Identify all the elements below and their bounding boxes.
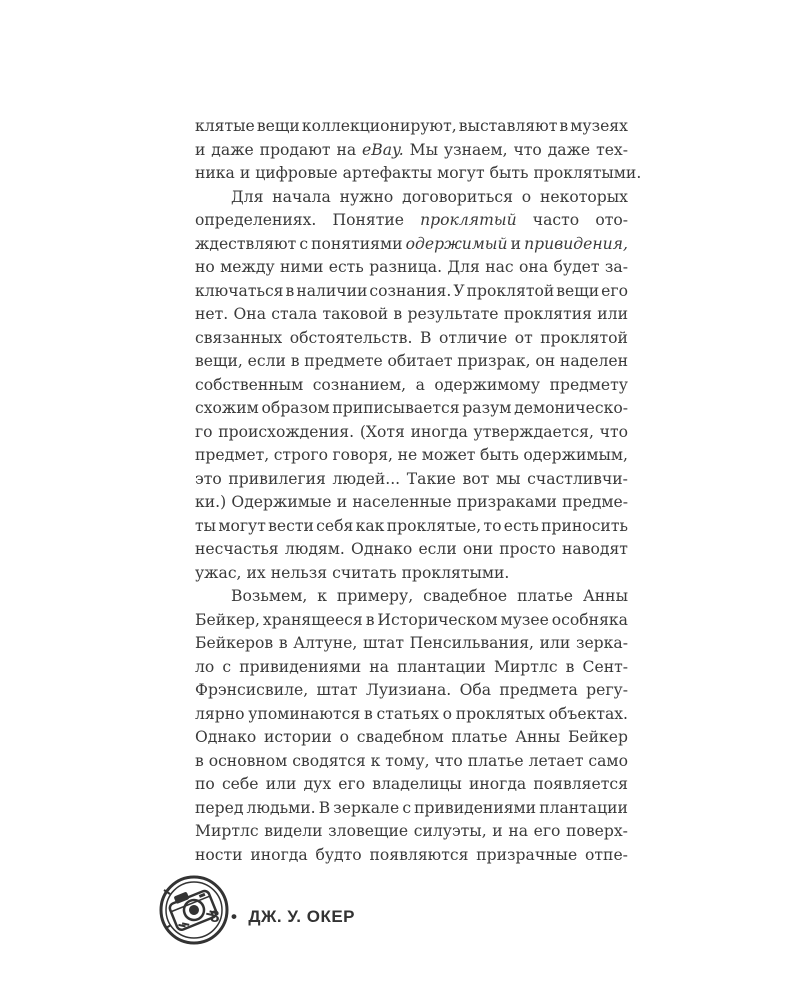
word: выставляют bbox=[458, 117, 558, 135]
word: ло bbox=[195, 657, 215, 676]
word: как bbox=[355, 516, 385, 535]
word: что bbox=[513, 140, 542, 159]
word: появляется bbox=[533, 775, 628, 793]
word: музее bbox=[500, 610, 549, 629]
word: будто bbox=[315, 845, 362, 864]
word: Она bbox=[233, 305, 266, 323]
word: могут bbox=[437, 164, 485, 182]
text-line bbox=[195, 844, 628, 868]
word: от bbox=[514, 328, 533, 347]
word: артефакты bbox=[342, 164, 433, 182]
word: если bbox=[418, 540, 457, 558]
word: перед bbox=[195, 798, 244, 817]
word: они bbox=[462, 540, 494, 558]
word: Для bbox=[231, 187, 264, 206]
text-line bbox=[195, 515, 628, 539]
word: проклятыми. bbox=[401, 563, 510, 582]
word: есть bbox=[503, 516, 539, 535]
word: людям. bbox=[284, 540, 345, 558]
word: видели bbox=[264, 822, 323, 840]
word: музеях bbox=[570, 117, 628, 135]
word: то bbox=[483, 516, 502, 535]
word: проклятой bbox=[540, 328, 628, 347]
word: себе bbox=[221, 775, 259, 793]
word: но bbox=[195, 258, 215, 276]
word: Анны bbox=[515, 728, 561, 746]
word: за- bbox=[604, 258, 628, 276]
word: Миртлс bbox=[493, 657, 558, 676]
word: Пенсильвания, bbox=[409, 634, 535, 652]
word: зловещие bbox=[328, 822, 409, 840]
word: демоническо- bbox=[514, 399, 628, 417]
word: нельзя bbox=[270, 563, 328, 582]
word: ты bbox=[195, 516, 217, 535]
word: предме- bbox=[562, 493, 628, 511]
word: плантации bbox=[539, 798, 628, 817]
word: ника bbox=[195, 164, 235, 182]
word: вести bbox=[268, 516, 314, 535]
word: наличии bbox=[296, 281, 368, 300]
word: привидениями bbox=[414, 798, 537, 817]
word: она bbox=[519, 258, 549, 276]
page-footer bbox=[158, 870, 418, 950]
word: отличие bbox=[438, 328, 508, 347]
word: тому, bbox=[385, 751, 430, 770]
word: дух bbox=[303, 775, 332, 793]
word: цифровые bbox=[255, 164, 338, 182]
word: быть bbox=[489, 164, 529, 182]
word: часто bbox=[532, 211, 580, 229]
word: и bbox=[510, 234, 521, 253]
word: ки.) bbox=[195, 493, 227, 511]
word: может bbox=[421, 446, 476, 464]
word: в bbox=[278, 634, 288, 652]
text-line bbox=[195, 374, 628, 398]
text-line bbox=[195, 256, 628, 280]
text-line bbox=[195, 233, 628, 257]
word: результате bbox=[407, 305, 499, 323]
word: в bbox=[290, 352, 300, 370]
word: на bbox=[336, 140, 357, 159]
word: счастливчи- bbox=[527, 469, 628, 488]
word: примеру, bbox=[336, 587, 414, 605]
word: иногда bbox=[410, 422, 468, 441]
word: одержимым, bbox=[523, 446, 628, 464]
word: платье bbox=[517, 587, 574, 605]
word: приписывается bbox=[332, 399, 460, 417]
word: коллекционируют, bbox=[301, 117, 457, 135]
word: хранящееся bbox=[262, 610, 363, 629]
word: наводят bbox=[561, 540, 628, 558]
word: между bbox=[220, 258, 275, 276]
word: даже bbox=[211, 140, 254, 159]
word: если bbox=[247, 352, 286, 370]
word: привилегия bbox=[228, 469, 326, 488]
word: Понятие bbox=[332, 211, 404, 229]
word: отпе- bbox=[585, 845, 628, 864]
word: договориться bbox=[402, 187, 513, 206]
page-number: 8 bbox=[210, 907, 220, 926]
word: в bbox=[363, 704, 373, 723]
word: появляются bbox=[369, 845, 469, 864]
word: предмету bbox=[549, 375, 628, 394]
word: ности bbox=[195, 845, 243, 864]
text-line bbox=[195, 162, 642, 186]
word: стала bbox=[271, 305, 318, 323]
word: Однако bbox=[195, 728, 257, 746]
word: образом bbox=[261, 399, 330, 417]
word: или bbox=[539, 634, 571, 652]
word: В bbox=[318, 798, 331, 817]
word: сознания. bbox=[369, 281, 452, 300]
text-line bbox=[195, 350, 628, 374]
word: проклятыми. bbox=[533, 164, 642, 182]
word: наделен bbox=[559, 352, 628, 370]
word: платье bbox=[451, 728, 508, 746]
word: приносить bbox=[541, 516, 628, 535]
word: проклятых bbox=[455, 704, 545, 723]
word: могут bbox=[218, 516, 266, 535]
word: свадебном bbox=[356, 728, 444, 746]
text-line bbox=[195, 726, 628, 750]
word: клятые bbox=[195, 117, 255, 135]
text-line bbox=[195, 444, 628, 468]
word: силуэты, bbox=[413, 822, 487, 840]
word: Одержимые bbox=[231, 493, 332, 511]
word: призрак, bbox=[457, 352, 531, 370]
folio-separator: • bbox=[230, 907, 238, 926]
word: В bbox=[419, 328, 432, 347]
text-line bbox=[195, 115, 628, 139]
text-line bbox=[195, 656, 628, 680]
word: вот bbox=[462, 469, 490, 488]
word: о bbox=[442, 704, 453, 723]
word: в bbox=[559, 117, 569, 135]
word: о bbox=[521, 187, 532, 206]
word: некоторых bbox=[540, 187, 628, 206]
word: Сент- bbox=[582, 657, 628, 676]
text-line bbox=[195, 280, 628, 304]
word: о bbox=[339, 728, 350, 746]
word: людей... bbox=[332, 469, 401, 488]
word: лярно bbox=[195, 704, 245, 723]
word: летает bbox=[528, 751, 584, 770]
folio bbox=[210, 907, 355, 927]
text-line bbox=[195, 397, 628, 421]
word: и bbox=[239, 164, 251, 182]
word: что bbox=[599, 422, 628, 441]
text-line bbox=[195, 585, 628, 609]
word: Мы bbox=[409, 140, 438, 159]
word: утверждается, bbox=[473, 422, 594, 441]
text-line bbox=[195, 562, 628, 586]
word: это bbox=[195, 469, 222, 488]
word: вещи bbox=[256, 117, 300, 135]
word: быть bbox=[479, 446, 519, 464]
word: разум bbox=[462, 399, 512, 417]
word: особняка bbox=[551, 610, 628, 629]
word: или bbox=[597, 305, 628, 323]
word: само bbox=[588, 751, 628, 770]
word: проклятые, bbox=[386, 516, 482, 535]
word: в bbox=[285, 281, 295, 300]
word: Оба bbox=[459, 681, 492, 699]
word: к bbox=[317, 587, 327, 605]
word: нас bbox=[485, 258, 514, 276]
word: в bbox=[393, 305, 403, 323]
word: eBay. bbox=[362, 140, 404, 159]
text-line bbox=[195, 468, 628, 492]
word: владелицы bbox=[372, 775, 462, 793]
word: обстоятельств. bbox=[289, 328, 413, 347]
word: привидения, bbox=[524, 234, 628, 253]
word: просто bbox=[499, 540, 556, 558]
word: с bbox=[222, 657, 232, 676]
text-line bbox=[195, 209, 628, 233]
word: ждествляют bbox=[195, 234, 297, 253]
text-line bbox=[195, 186, 628, 210]
word: населенные bbox=[352, 493, 452, 511]
word: схожим bbox=[195, 399, 259, 417]
word: предмета bbox=[499, 681, 578, 699]
word: Бейкер bbox=[567, 728, 628, 746]
word: тех- bbox=[596, 140, 628, 159]
word: платье bbox=[467, 751, 524, 770]
word: Алтуне, bbox=[293, 634, 358, 652]
word: штат bbox=[316, 681, 358, 699]
word: начала bbox=[272, 187, 331, 206]
text-line bbox=[195, 327, 628, 351]
text-line bbox=[195, 703, 628, 727]
word: проклятой bbox=[466, 281, 555, 300]
word: даже bbox=[547, 140, 591, 159]
word: У bbox=[453, 281, 465, 300]
word: поверх- bbox=[566, 822, 628, 840]
word: на bbox=[369, 657, 389, 676]
word: себя bbox=[316, 516, 354, 535]
word: несчастья bbox=[195, 540, 279, 558]
word: Анны bbox=[582, 587, 628, 605]
word: к bbox=[370, 751, 381, 770]
word: свадебное bbox=[423, 587, 508, 605]
word: а bbox=[415, 375, 425, 394]
text-line bbox=[195, 421, 628, 445]
word: в bbox=[195, 751, 204, 770]
word: (Хотя bbox=[359, 422, 405, 441]
author-name: ДЖ. У. ОКЕР bbox=[248, 907, 356, 926]
word: зерка- bbox=[575, 634, 628, 652]
word: нет. bbox=[195, 305, 229, 323]
word: предмете bbox=[304, 352, 383, 370]
word: призраками bbox=[456, 493, 557, 511]
word: он bbox=[535, 352, 556, 370]
text-line bbox=[195, 750, 628, 774]
text-line bbox=[195, 139, 628, 163]
word: будет bbox=[553, 258, 600, 276]
word: разница. bbox=[369, 258, 443, 276]
word: по bbox=[195, 775, 215, 793]
word: его bbox=[533, 822, 561, 840]
word: узнаем, bbox=[443, 140, 508, 159]
word: Луизиана. bbox=[365, 681, 452, 699]
word: собственным bbox=[195, 375, 304, 394]
word: штат bbox=[362, 634, 404, 652]
word: есть bbox=[328, 258, 364, 276]
word: в bbox=[565, 657, 575, 676]
word: зеркале bbox=[333, 798, 400, 817]
word: связанных bbox=[195, 328, 283, 347]
word: сводятся bbox=[292, 751, 366, 770]
word: или bbox=[265, 775, 297, 793]
word: Миртлс bbox=[195, 822, 259, 840]
text-line bbox=[195, 773, 628, 797]
word: Историческом bbox=[377, 610, 498, 629]
word: основном bbox=[208, 751, 288, 770]
word: объектах. bbox=[548, 704, 628, 723]
text-line bbox=[195, 679, 628, 703]
word: на bbox=[508, 822, 529, 840]
word: го bbox=[195, 422, 213, 441]
text-line bbox=[195, 820, 628, 844]
word: призрачные bbox=[476, 845, 578, 864]
word: регу- bbox=[586, 681, 628, 699]
word: таковой bbox=[322, 305, 389, 323]
word: истории bbox=[263, 728, 332, 746]
word: Такие bbox=[406, 469, 456, 488]
word: его bbox=[601, 281, 628, 300]
word: его bbox=[338, 775, 366, 793]
word: строго bbox=[273, 446, 328, 464]
word: ужас, bbox=[195, 563, 242, 582]
text-line bbox=[195, 797, 628, 821]
word: Фрэнсисвиле, bbox=[195, 681, 309, 699]
word: ото- bbox=[595, 211, 628, 229]
word: Для bbox=[447, 258, 480, 276]
word: Бейкер, bbox=[195, 610, 260, 629]
word: упоминаются bbox=[248, 704, 361, 723]
word: обитает bbox=[387, 352, 453, 370]
word: плантации bbox=[397, 657, 486, 676]
word: что bbox=[434, 751, 463, 770]
word: продают bbox=[259, 140, 331, 159]
text-line bbox=[195, 538, 628, 562]
word: понятиями bbox=[311, 234, 403, 253]
word: вещи bbox=[556, 281, 600, 300]
word: определениях. bbox=[195, 211, 317, 229]
word: Возьмем, bbox=[231, 587, 308, 605]
word: одержимому bbox=[434, 375, 541, 394]
word: вещи, bbox=[195, 352, 243, 370]
word: Однако bbox=[351, 540, 413, 558]
word: считать bbox=[332, 563, 397, 582]
word: привидениями bbox=[239, 657, 362, 676]
word: не bbox=[397, 446, 418, 464]
word: проклятый bbox=[420, 211, 517, 229]
word: ними bbox=[280, 258, 324, 276]
text-line bbox=[195, 491, 628, 515]
word: проклятия bbox=[503, 305, 592, 323]
word: людьми. bbox=[246, 798, 316, 817]
word: нужно bbox=[339, 187, 394, 206]
word: статьях bbox=[376, 704, 439, 723]
word: Бейкеров bbox=[195, 634, 274, 652]
word: и bbox=[492, 822, 503, 840]
body-text bbox=[195, 115, 642, 867]
word: иногда bbox=[468, 775, 527, 793]
word: с bbox=[299, 234, 309, 253]
text-line bbox=[195, 632, 628, 656]
word: в bbox=[365, 610, 375, 629]
word: говоря, bbox=[332, 446, 394, 464]
word: происхождения. bbox=[218, 422, 355, 441]
word: иногда bbox=[250, 845, 308, 864]
word: одержимый bbox=[405, 234, 508, 253]
word: сознанием, bbox=[312, 375, 407, 394]
word: ключаться bbox=[195, 281, 284, 300]
word: мы bbox=[495, 469, 521, 488]
word: и bbox=[195, 140, 206, 159]
word: их bbox=[246, 563, 266, 582]
word: предмет, bbox=[195, 446, 270, 464]
word: с bbox=[402, 798, 412, 817]
text-line bbox=[195, 609, 628, 633]
word: и bbox=[336, 493, 348, 511]
text-line bbox=[195, 303, 628, 327]
